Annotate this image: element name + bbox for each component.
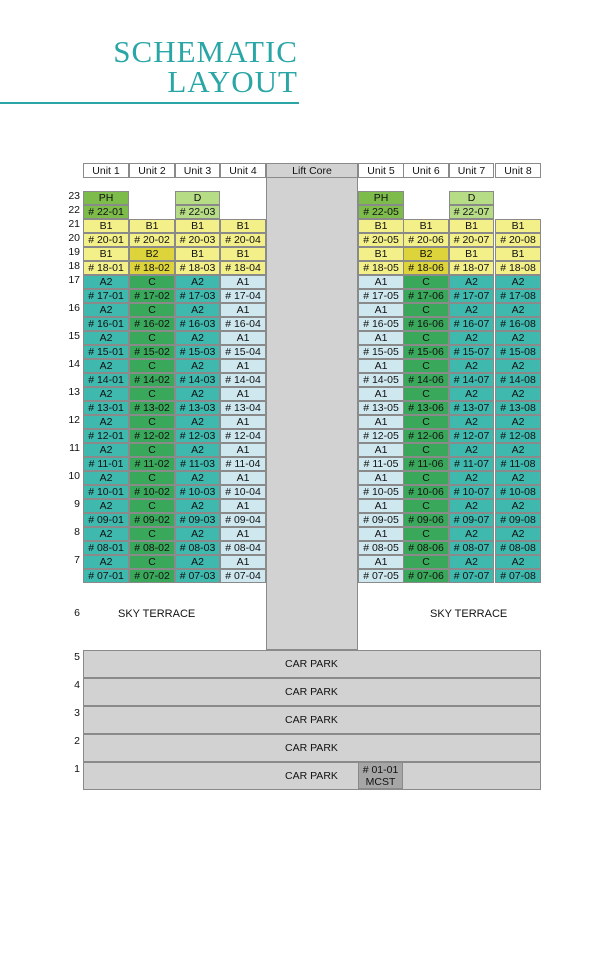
unit-number-cell: # 07-04 [220,569,266,583]
unit-number-cell: # 14-02 [129,373,175,387]
unit-number-cell: # 17-05 [358,289,404,303]
unit-header: Unit 2 [129,163,175,178]
unit-number-cell: # 13-06 [403,401,449,415]
unit-type-cell: A1 [358,499,404,513]
unit-type-cell: A1 [220,387,266,401]
unit-type-cell: C [403,359,449,373]
unit-type-cell: A2 [175,471,220,485]
unit-type-cell: A2 [175,275,220,289]
unit-number-cell: # 20-02 [129,233,175,247]
unit-number-cell: # 17-04 [220,289,266,303]
unit-number-cell: # 18-03 [175,261,220,275]
unit-number-cell: # 20-05 [358,233,404,247]
unit-number-cell: # 20-07 [449,233,494,247]
unit-number-cell: # 15-03 [175,345,220,359]
unit-number-cell: # 11-07 [449,457,494,471]
unit-type-cell: A2 [175,555,220,569]
unit-number-cell: # 17-08 [495,289,541,303]
mcst-unit: # 01-01 [362,763,399,776]
unit-number-cell: # 12-03 [175,429,220,443]
unit-type-cell: C [403,387,449,401]
unit-type-cell: A2 [449,303,494,317]
unit-type-cell: A2 [83,387,129,401]
unit-type-cell: A1 [358,555,404,569]
unit-number-cell: # 22-07 [449,205,494,219]
unit-type-cell: A2 [175,499,220,513]
unit-number-cell: # 14-08 [495,373,541,387]
unit-number-cell: # 15-08 [495,345,541,359]
unit-type-cell: C [129,499,175,513]
unit-number-cell: # 09-06 [403,513,449,527]
unit-number-cell: # 07-07 [449,569,494,583]
unit-type-cell: C [403,443,449,457]
unit-number-cell: # 14-06 [403,373,449,387]
sky-terrace-right: SKY TERRACE [430,608,508,620]
unit-type-cell: A1 [220,415,266,429]
unit-number-cell: # 07-05 [358,569,404,583]
unit-number-cell: # 09-04 [220,513,266,527]
floor-label: 7 [74,554,80,566]
floor-label: 12 [68,414,80,426]
unit-number-cell: # 16-04 [220,317,266,331]
unit-number-cell: # 16-03 [175,317,220,331]
unit-header: Unit 1 [83,163,129,178]
unit-type-cell: A2 [495,499,541,513]
unit-number-cell: # 08-08 [495,541,541,555]
unit-type-cell: C [129,275,175,289]
unit-number-cell: # 14-05 [358,373,404,387]
unit-header: Unit 5 [358,163,404,178]
unit-number-cell: # 16-02 [129,317,175,331]
unit-type-cell: A2 [175,359,220,373]
unit-type-cell: A2 [449,499,494,513]
unit-type-cell: A2 [495,303,541,317]
unit-type-cell: C [403,303,449,317]
unit-number-cell: # 11-04 [220,457,266,471]
unit-type-cell: A1 [220,331,266,345]
unit-type-cell: C [403,275,449,289]
unit-type-cell: A2 [175,443,220,457]
unit-number-cell: # 18-07 [449,261,494,275]
unit-number-cell: # 18-01 [83,261,129,275]
floor-label: 21 [68,218,80,230]
mcst-label: MCST [365,775,396,788]
unit-number-cell: # 12-01 [83,429,129,443]
unit-type-cell: A1 [358,415,404,429]
unit-number-cell: # 09-02 [129,513,175,527]
unit-number-cell: # 13-08 [495,401,541,415]
unit-number-cell: # 12-08 [495,429,541,443]
floor-label: 5 [74,651,80,663]
unit-number-cell: # 08-01 [83,541,129,555]
lift-core-column [266,178,358,650]
unit-number-cell: # 09-08 [495,513,541,527]
unit-number-cell: # 08-05 [358,541,404,555]
unit-type-cell: A2 [495,471,541,485]
unit-number-cell: # 10-03 [175,485,220,499]
unit-type-cell: A2 [449,555,494,569]
unit-type-cell: A2 [449,359,494,373]
unit-type-cell: A2 [449,527,494,541]
unit-type-cell: A1 [358,275,404,289]
unit-number-cell: # 13-05 [358,401,404,415]
unit-type-cell: A2 [83,359,129,373]
unit-type-cell: B1 [495,219,541,233]
unit-number-cell: # 10-04 [220,485,266,499]
unit-number-cell: # 08-04 [220,541,266,555]
unit-type-cell: C [129,359,175,373]
unit-type-cell: C [403,331,449,345]
unit-type-cell: A2 [83,415,129,429]
unit-type-cell: A2 [495,275,541,289]
floor-label: 1 [74,763,80,775]
unit-type-cell: A2 [449,443,494,457]
unit-number-cell: # 20-03 [175,233,220,247]
unit-type-cell: A1 [358,443,404,457]
unit-number-cell: # 10-06 [403,485,449,499]
unit-number-cell: # 13-03 [175,401,220,415]
unit-type-cell: A2 [175,331,220,345]
unit-type-cell: A2 [175,387,220,401]
unit-number-cell: # 10-02 [129,485,175,499]
unit-number-cell: # 20-01 [83,233,129,247]
unit-number-cell: # 07-02 [129,569,175,583]
unit-number-cell: # 15-06 [403,345,449,359]
unit-type-cell: A1 [358,303,404,317]
unit-type-cell: A2 [83,527,129,541]
unit-type-cell: A2 [83,331,129,345]
unit-number-cell: # 12-06 [403,429,449,443]
title-line-1: SCHEMATIC [113,34,298,69]
unit-number-cell: # 18-02 [129,261,175,275]
unit-type-cell: PH [83,191,129,205]
unit-number-cell: # 22-05 [358,205,404,219]
unit-type-cell: C [129,555,175,569]
unit-number-cell: # 14-03 [175,373,220,387]
unit-type-cell: B1 [83,247,129,261]
unit-number-cell: # 08-03 [175,541,220,555]
unit-type-cell: A2 [495,443,541,457]
unit-number-cell: # 11-05 [358,457,404,471]
unit-number-cell: # 13-02 [129,401,175,415]
unit-number-cell: # 09-01 [83,513,129,527]
car-park-level: CAR PARK [83,678,541,706]
unit-number-cell: # 07-01 [83,569,129,583]
unit-type-cell: A2 [83,471,129,485]
unit-type-cell: B1 [175,247,220,261]
unit-type-cell: A2 [495,359,541,373]
floor-label: 20 [68,232,80,244]
car-park-level: CAR PARK [83,706,541,734]
unit-type-cell: A1 [358,331,404,345]
unit-header: Unit 7 [449,163,494,178]
unit-type-cell: A1 [220,275,266,289]
unit-type-cell: A1 [220,527,266,541]
unit-number-cell: # 18-05 [358,261,404,275]
unit-type-cell: B1 [358,219,404,233]
unit-number-cell: # 20-04 [220,233,266,247]
unit-type-cell: C [129,331,175,345]
floor-label: 18 [68,260,80,272]
unit-type-cell: B1 [220,247,266,261]
unit-type-cell: A1 [220,555,266,569]
unit-type-cell: A2 [83,303,129,317]
floor-label: 3 [74,707,80,719]
unit-number-cell: # 22-01 [83,205,129,219]
floor-label: 4 [74,679,80,691]
unit-type-cell: A2 [449,415,494,429]
unit-number-cell: # 17-01 [83,289,129,303]
unit-type-cell: A2 [449,471,494,485]
unit-number-cell: # 16-01 [83,317,129,331]
unit-type-cell: A2 [495,387,541,401]
floor-label: 11 [69,442,80,454]
unit-number-cell: # 16-08 [495,317,541,331]
unit-type-cell: A2 [495,415,541,429]
unit-number-cell: # 16-07 [449,317,494,331]
floor-label: 13 [68,386,80,398]
unit-number-cell: # 12-07 [449,429,494,443]
car-park-level: CAR PARK [83,762,541,790]
unit-type-cell: B1 [403,219,449,233]
unit-type-cell: B1 [129,219,175,233]
floor-label: 17 [68,274,80,286]
unit-type-cell: A1 [220,471,266,485]
unit-type-cell: A1 [220,359,266,373]
unit-number-cell: # 14-01 [83,373,129,387]
unit-type-cell: A2 [83,275,129,289]
unit-number-cell: # 16-06 [403,317,449,331]
unit-type-cell: B1 [495,247,541,261]
floor-label: 8 [74,526,80,538]
unit-header: Unit 6 [403,163,449,178]
unit-header: Unit 3 [175,163,220,178]
unit-type-cell: A1 [220,499,266,513]
unit-number-cell: # 10-07 [449,485,494,499]
unit-number-cell: # 11-06 [403,457,449,471]
unit-number-cell: # 10-01 [83,485,129,499]
unit-type-cell: C [403,499,449,513]
unit-number-cell: # 16-05 [358,317,404,331]
unit-number-cell: # 15-07 [449,345,494,359]
unit-type-cell: C [129,527,175,541]
unit-number-cell: # 14-04 [220,373,266,387]
floor-label: 22 [68,204,80,216]
unit-type-cell: B1 [358,247,404,261]
unit-type-cell: C [129,303,175,317]
floor-label: 9 [74,498,80,510]
unit-number-cell: # 07-03 [175,569,220,583]
floor-label: 14 [68,358,80,370]
unit-type-cell: A2 [83,499,129,513]
unit-number-cell: # 18-04 [220,261,266,275]
unit-number-cell: # 12-05 [358,429,404,443]
unit-type-cell: A1 [358,387,404,401]
unit-type-cell: A2 [449,275,494,289]
unit-type-cell: B1 [449,219,494,233]
unit-number-cell: # 11-08 [495,457,541,471]
unit-number-cell: # 09-03 [175,513,220,527]
unit-number-cell: # 13-04 [220,401,266,415]
unit-number-cell: # 15-01 [83,345,129,359]
title-line-2: LAYOUT [167,64,298,99]
unit-number-cell: # 08-06 [403,541,449,555]
unit-type-cell: C [129,387,175,401]
unit-number-cell: # 15-05 [358,345,404,359]
unit-number-cell: # 15-02 [129,345,175,359]
unit-number-cell: # 17-07 [449,289,494,303]
unit-number-cell: # 12-02 [129,429,175,443]
unit-type-cell: A2 [495,527,541,541]
unit-type-cell: A1 [220,443,266,457]
unit-type-cell: C [129,443,175,457]
unit-number-cell: # 11-03 [175,457,220,471]
unit-type-cell: A2 [175,303,220,317]
car-park-level: CAR PARK [83,650,541,678]
unit-type-cell: PH [358,191,404,205]
unit-number-cell: # 08-07 [449,541,494,555]
unit-type-cell: A1 [358,359,404,373]
sky-terrace-left: SKY TERRACE [118,608,196,620]
floor-label: 19 [68,246,80,258]
unit-type-cell: C [403,555,449,569]
unit-number-cell: # 22-03 [175,205,220,219]
unit-type-cell: B2 [403,247,449,261]
unit-type-cell: B2 [129,247,175,261]
unit-number-cell: # 11-02 [129,457,175,471]
unit-type-cell: D [175,191,220,205]
unit-number-cell: # 10-05 [358,485,404,499]
unit-type-cell: C [129,471,175,485]
unit-number-cell: # 08-02 [129,541,175,555]
unit-number-cell: # 07-06 [403,569,449,583]
lift-core-header: Lift Core [266,163,358,178]
unit-type-cell: C [129,415,175,429]
unit-type-cell: A2 [449,331,494,345]
unit-type-cell: A2 [175,415,220,429]
unit-number-cell: # 07-08 [495,569,541,583]
floor-label: 2 [74,735,80,747]
unit-number-cell: # 09-07 [449,513,494,527]
unit-type-cell: A2 [495,331,541,345]
unit-number-cell: # 11-01 [83,457,129,471]
floor-label: 15 [68,330,80,342]
unit-number-cell: # 20-06 [403,233,449,247]
unit-type-cell: B1 [175,219,220,233]
unit-number-cell: # 12-04 [220,429,266,443]
unit-type-cell: C [403,527,449,541]
unit-number-cell: # 09-05 [358,513,404,527]
floor-label: 6 [74,607,80,619]
floor-label: 23 [68,190,80,202]
unit-type-cell: B1 [220,219,266,233]
unit-number-cell: # 18-06 [403,261,449,275]
unit-type-cell: A2 [175,527,220,541]
unit-type-cell: A1 [358,471,404,485]
unit-header: Unit 4 [220,163,266,178]
unit-number-cell: # 15-04 [220,345,266,359]
unit-type-cell: A2 [449,387,494,401]
unit-number-cell: # 14-07 [449,373,494,387]
unit-number-cell: # 13-01 [83,401,129,415]
unit-type-cell: A1 [220,303,266,317]
unit-header: Unit 8 [495,163,541,178]
unit-type-cell: B1 [449,247,494,261]
unit-number-cell: # 13-07 [449,401,494,415]
unit-type-cell: A2 [83,443,129,457]
unit-number-cell: # 17-02 [129,289,175,303]
unit-type-cell: C [403,471,449,485]
unit-type-cell: B1 [83,219,129,233]
unit-number-cell: # 17-03 [175,289,220,303]
floor-label: 16 [68,302,80,314]
unit-number-cell: # 10-08 [495,485,541,499]
car-park-level: CAR PARK [83,734,541,762]
unit-type-cell: C [403,415,449,429]
unit-number-cell: # 20-08 [495,233,541,247]
unit-number-cell: # 18-08 [495,261,541,275]
mcst-box [358,762,403,789]
floor-label: 10 [68,470,80,482]
unit-type-cell: A2 [83,555,129,569]
unit-number-cell: # 17-06 [403,289,449,303]
unit-type-cell: A1 [358,527,404,541]
unit-type-cell: D [449,191,494,205]
unit-type-cell: A2 [495,555,541,569]
